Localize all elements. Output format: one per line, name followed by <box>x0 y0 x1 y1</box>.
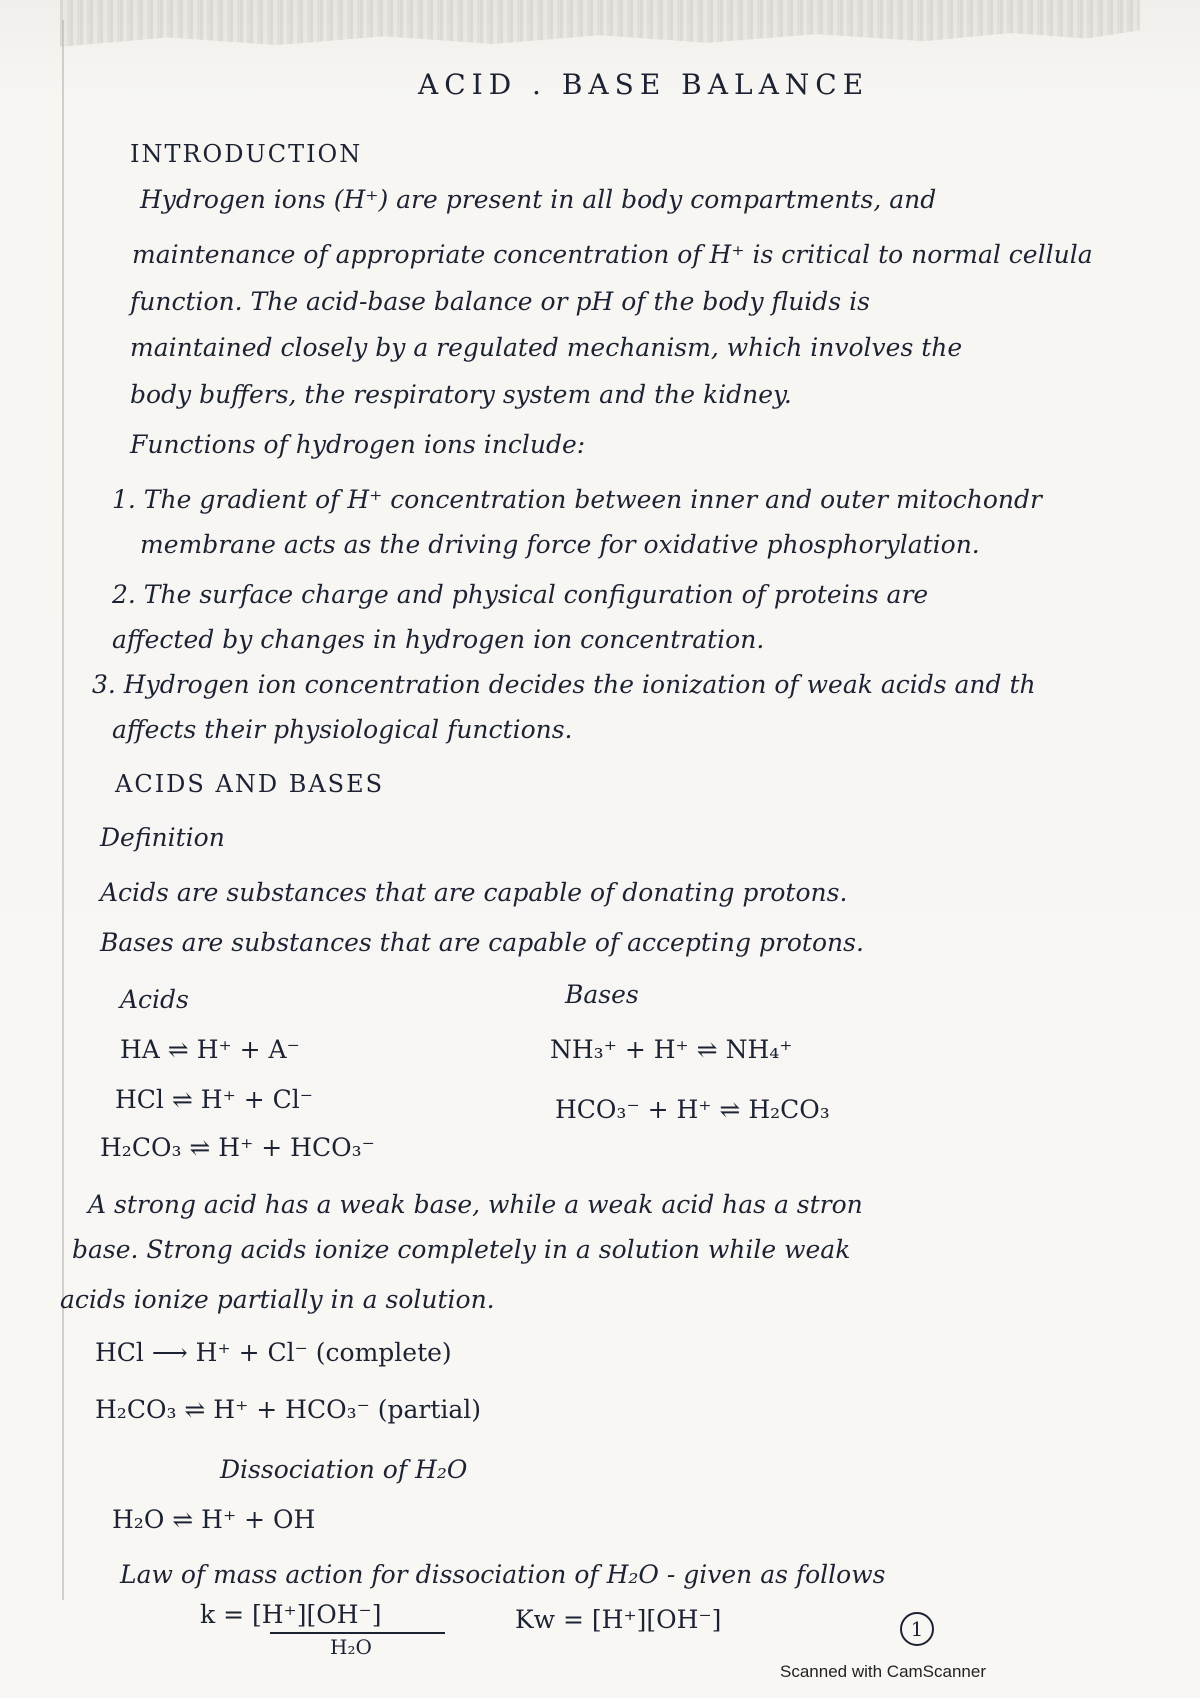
strength-line: base. Strong acids ionize completely in a solution while weak <box>72 1235 851 1264</box>
intro-line: maintained closely by a regulated mechanism, which involves the <box>130 333 963 362</box>
intro-line: body buffers, the respiratory system and the kidney. <box>130 380 792 409</box>
dissociation-heading: Dissociation of H₂O <box>220 1455 468 1484</box>
functions-intro-line: Functions of hydrogen ions include: <box>130 430 586 459</box>
acid-definition: Acids are substances that are capable of donating protons. <box>100 878 848 907</box>
water-dissociation-equation: H₂O ⇌ H⁺ + OH <box>112 1505 316 1534</box>
base-equation: NH₃⁺ + H⁺ ⇌ NH₄⁺ <box>550 1035 793 1064</box>
k-expression: k = [H⁺][OH⁻] <box>200 1600 382 1629</box>
intro-line: Hydrogen ions (H⁺) are present in all body compartments, and <box>140 185 937 214</box>
acids-bases-heading: ACIDS AND BASES <box>115 770 385 798</box>
page-margin-line <box>62 20 64 1600</box>
scanner-watermark: Scanned with CamScanner <box>780 1662 987 1681</box>
definition-heading: Definition <box>100 823 225 852</box>
function-item: affects their physiological functions. <box>112 715 573 744</box>
function-item: 1. The gradient of H⁺ concentration between inner and outer mitochondr <box>112 485 1042 514</box>
ionization-example: HCl ⟶ H⁺ + Cl⁻ (complete) <box>95 1338 452 1367</box>
acid-equation: HA ⇌ H⁺ + A⁻ <box>120 1035 300 1064</box>
page-number: 1 <box>900 1612 934 1646</box>
acids-label: Acids <box>120 985 189 1014</box>
ionization-example: H₂CO₃ ⇌ H⁺ + HCO₃⁻ (partial) <box>95 1395 482 1424</box>
strength-line: A strong acid has a weak base, while a weak acid has a stron <box>88 1190 863 1219</box>
strength-line: acids ionize partially in a solution. <box>60 1285 495 1314</box>
introduction-heading: INTRODUCTION <box>130 140 363 168</box>
function-item: affected by changes in hydrogen ion concentration. <box>112 625 765 654</box>
kw-expression: Kw = [H⁺][OH⁻] <box>515 1605 722 1634</box>
function-item: membrane acts as the driving force for oxidative phosphorylation. <box>140 530 980 559</box>
page-title: ACID . BASE BALANCE <box>418 68 870 101</box>
base-equation: HCO₃⁻ + H⁺ ⇌ H₂CO₃ <box>555 1095 830 1124</box>
acid-equation: HCl ⇌ H⁺ + Cl⁻ <box>115 1085 313 1114</box>
function-item: 2. The surface charge and physical configuration of proteins are <box>112 580 929 609</box>
fraction-bar <box>270 1632 445 1634</box>
base-definition: Bases are substances that are capable of accepting protons. <box>100 928 864 957</box>
intro-line: maintenance of appropriate concentration of H⁺ is critical to normal cellula <box>132 240 1093 269</box>
bases-label: Bases <box>565 980 639 1009</box>
acid-equation: H₂CO₃ ⇌ H⁺ + HCO₃⁻ <box>100 1133 375 1162</box>
function-item: 3. Hydrogen ion concentration decides the ionization of weak acids and th <box>92 670 1036 699</box>
k-denominator: H₂O <box>330 1635 372 1659</box>
torn-paper-edge <box>60 0 1140 55</box>
mass-action-line: Law of mass action for dissociation of H₂O - given as follows <box>120 1560 886 1589</box>
intro-line: function. The acid-base balance or pH of the body fluids is <box>130 287 870 316</box>
